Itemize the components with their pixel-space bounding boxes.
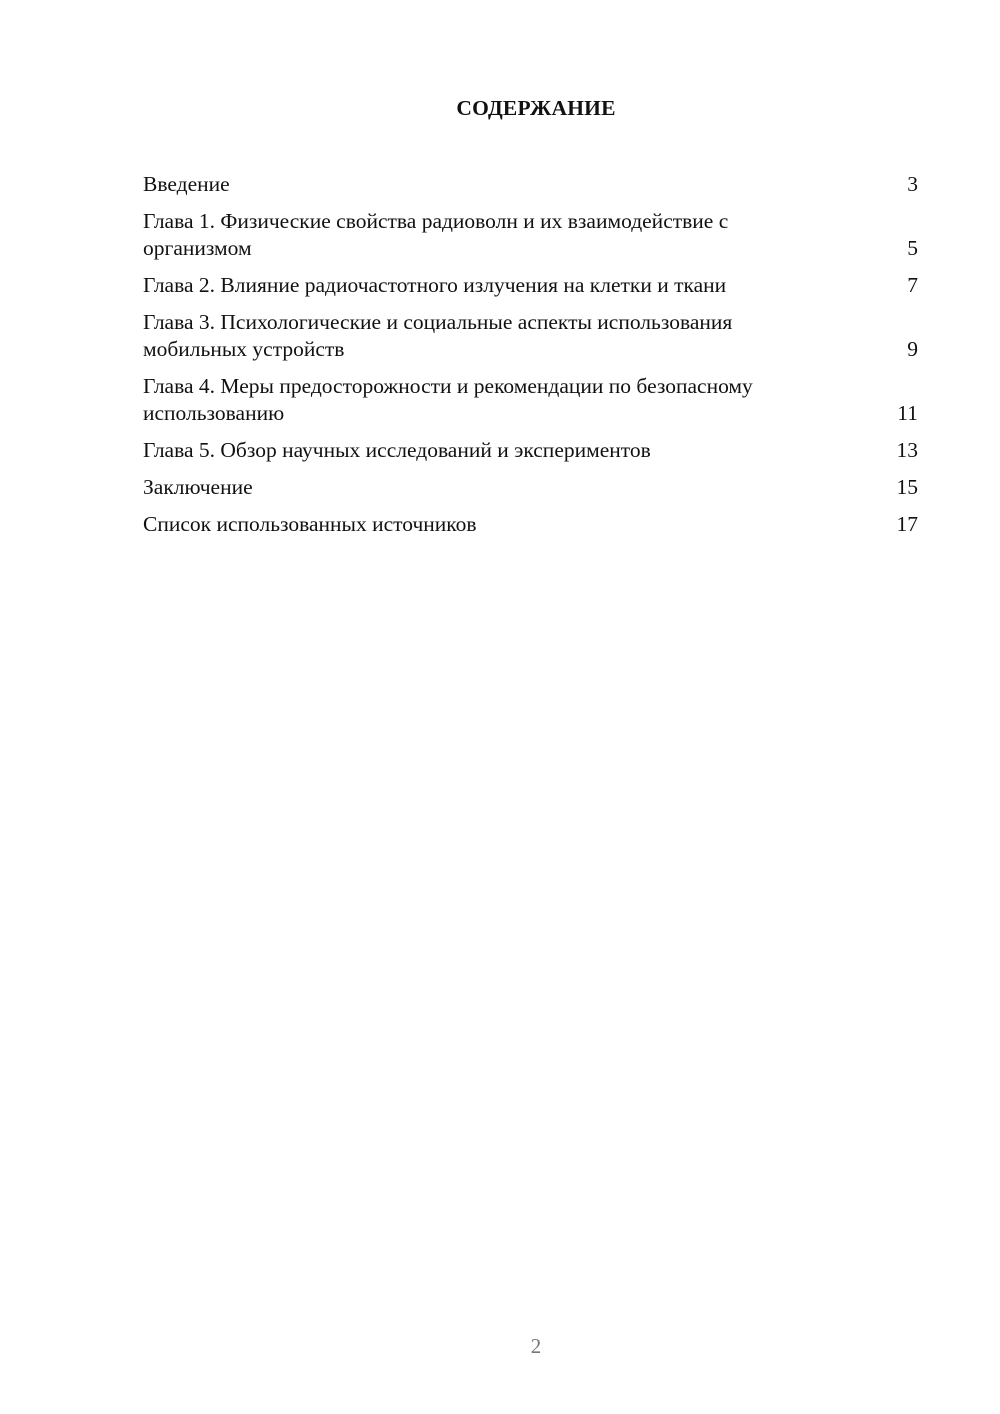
- toc-entry-chapter-2: [143, 272, 918, 299]
- toc-entry-title: Глава 4. Меры предосторожности и рекомендации по безопасному использованию: [143, 374, 753, 425]
- toc-entry-page: 7: [907, 273, 918, 297]
- toc-entry-page: 17: [896, 512, 918, 536]
- toc-entry-page: 9: [907, 337, 918, 361]
- toc-entry-title: Заключение: [143, 475, 253, 499]
- toc-entry-title: Глава 3. Психологические и социальные аспекты использования мобильных устройств: [143, 310, 733, 361]
- page-title: СОДЕРЖАНИЕ: [456, 96, 616, 120]
- toc-entry-page: 11: [897, 401, 918, 425]
- toc-entry-title: Глава 5. Обзор научных исследований и экспериментов: [143, 438, 651, 462]
- toc-entry-page: 5: [907, 236, 918, 260]
- toc-entry-page: 3: [907, 172, 918, 196]
- toc-entry-chapter-3: [143, 309, 918, 363]
- toc-entry-title: Глава 2. Влияние радиочастотного излучения на клетки и ткани: [143, 273, 727, 297]
- table-of-contents: [143, 171, 918, 548]
- toc-entry-chapter-1: [143, 208, 918, 262]
- toc-entry-title: Список использованных источников: [143, 512, 477, 536]
- toc-entry-references: [143, 511, 918, 538]
- toc-entry-title: Глава 1. Физические свойства радиоволн и их взаимодействие с организмом: [143, 209, 729, 260]
- toc-entry-title: Введение: [143, 172, 230, 196]
- toc-entry-chapter-4: [143, 373, 918, 427]
- toc-entry-conclusion: [143, 474, 918, 501]
- toc-entry-page: 15: [896, 475, 918, 499]
- page-number: 2: [530, 1334, 542, 1358]
- toc-entry-introduction: [143, 171, 918, 198]
- toc-entry-chapter-5: [143, 437, 918, 464]
- toc-entry-page: 13: [896, 438, 918, 462]
